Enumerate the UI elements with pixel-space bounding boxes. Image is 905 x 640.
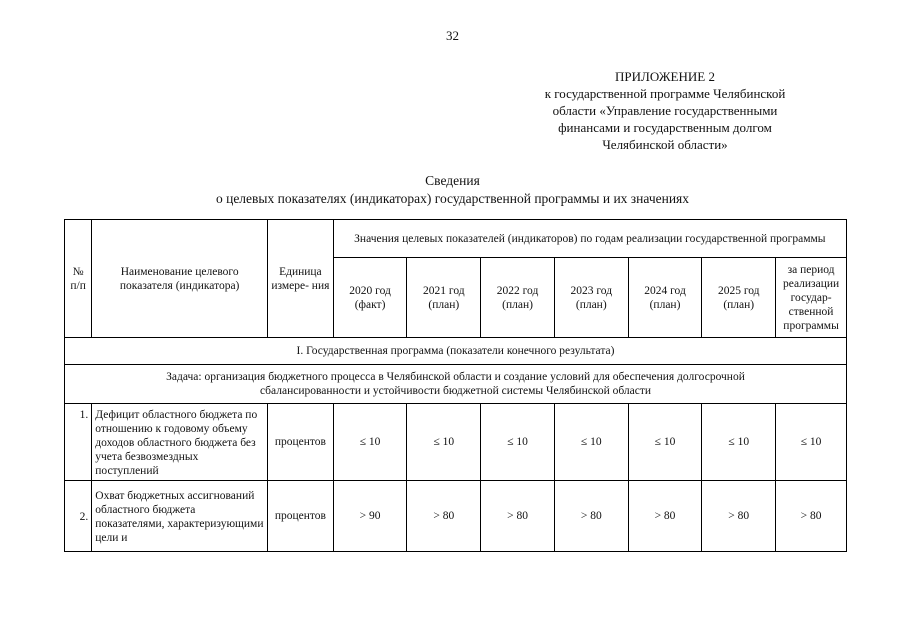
- section-title: I. Государственная программа (показатели конечного результата): [65, 338, 847, 365]
- row-value: ≤ 10: [702, 404, 776, 481]
- row-value: > 90: [333, 481, 407, 552]
- section-row: [65, 338, 847, 365]
- row-value: > 80: [481, 481, 555, 552]
- task-row: [65, 365, 847, 404]
- table-row: [65, 481, 847, 552]
- indicators-table: [64, 219, 847, 552]
- row-num: 2.: [65, 481, 92, 552]
- row-value: > 80: [554, 481, 628, 552]
- row-value: ≤ 10: [776, 404, 847, 481]
- header-year: 2024 год (план): [628, 258, 702, 338]
- row-value: > 80: [407, 481, 481, 552]
- row-value: ≤ 10: [554, 404, 628, 481]
- row-unit: процентов: [268, 481, 334, 552]
- document-title: [0, 172, 905, 208]
- header-year: 2022 год (план): [481, 258, 555, 338]
- row-value: > 80: [628, 481, 702, 552]
- row-unit: процентов: [268, 404, 334, 481]
- row-num: 1.: [65, 404, 92, 481]
- row-value: ≤ 10: [333, 404, 407, 481]
- appendix-heading: [520, 68, 810, 153]
- appendix-line: к государственной программе Челябинской: [544, 86, 786, 101]
- row-name: Охват бюджетных ассигнований областного бюджета показателями, характеризующими цели и: [92, 481, 268, 552]
- header-name: Наименование целевого показателя (индикатора): [92, 220, 268, 338]
- header-group: Значения целевых показателей (индикаторов) по годам реализации государственной программы: [333, 220, 846, 258]
- row-value: ≤ 10: [407, 404, 481, 481]
- row-value: ≤ 10: [628, 404, 702, 481]
- row-value: > 80: [776, 481, 847, 552]
- table-header-row: [65, 220, 847, 258]
- appendix-line: Челябинской области»: [602, 137, 728, 152]
- row-name: Дефицит областного бюджета по отношению к годовому объему доходов областного бюджета без учета безвозмездных поступлений: [92, 404, 268, 481]
- page-number: 32: [446, 28, 459, 43]
- header-year: 2025 год (план): [702, 258, 776, 338]
- header-year: 2023 год (план): [554, 258, 628, 338]
- task-text: Задача: организация бюджетного процесса в Челябинской области и создание условий для обеспечения долгосрочной сбалансированности и устойчивости бюджетной системы Челябинской области: [65, 365, 847, 404]
- appendix-line: области «Управление государственными: [552, 103, 778, 118]
- header-num: № п/п: [65, 220, 92, 338]
- header-year: 2020 год (факт): [333, 258, 407, 338]
- appendix-line: финансами и государственным долгом: [558, 120, 772, 135]
- header-period: за период реализации государ- ственной программы: [776, 258, 847, 338]
- row-value: ≤ 10: [481, 404, 555, 481]
- header-year: 2021 год (план): [407, 258, 481, 338]
- title-line-2: о целевых показателях (индикаторах) государственной программы и их значениях: [215, 191, 690, 206]
- appendix-line: ПРИЛОЖЕНИЕ 2: [615, 69, 715, 84]
- title-line-1: Сведения: [425, 173, 480, 188]
- header-unit: Единица измере- ния: [268, 220, 334, 338]
- row-value: > 80: [702, 481, 776, 552]
- table-row: [65, 404, 847, 481]
